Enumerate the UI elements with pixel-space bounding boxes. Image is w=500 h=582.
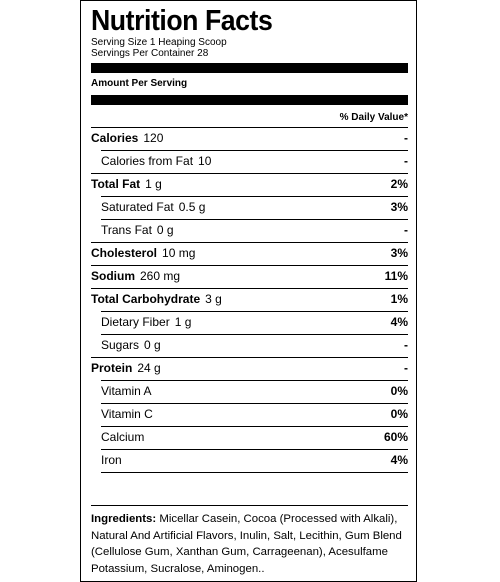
row-divider-bottom — [101, 472, 408, 473]
thick-divider-mid — [91, 95, 408, 105]
nutrient-daily-value: - — [404, 131, 408, 145]
nutrient-amount: 1 g — [145, 177, 162, 191]
nutrient-name: Calories — [91, 131, 139, 145]
nutrient-name: Iron — [101, 453, 122, 467]
nutrient-daily-value: 4% — [390, 453, 408, 467]
nutrient-row-trans-fat — [101, 219, 408, 242]
nutrient-amount: 260 mg — [140, 269, 181, 283]
nutrient-row-saturated-fat — [101, 196, 408, 219]
nutrient-daily-value: - — [404, 361, 408, 375]
nutrient-row-calories — [91, 127, 408, 150]
nutrient-name: Saturated Fat — [101, 200, 174, 214]
nutrient-amount: 1 g — [174, 315, 192, 329]
nutrient-row-iron — [101, 449, 408, 472]
nutrient-name: Cholesterol — [91, 246, 158, 260]
nutrient-amount: 24 g — [137, 361, 161, 375]
nutrient-name: Sodium — [91, 269, 135, 283]
nutrient-row-sugars — [101, 334, 408, 357]
nutrient-amount: 3 g — [205, 292, 222, 306]
nutrient-name: Sugars — [101, 338, 140, 352]
nutrient-name: Vitamin C — [101, 407, 153, 421]
nutrient-name: Calcium — [101, 430, 145, 444]
ingredients — [91, 505, 408, 577]
nutrient-row-vitamin-c — [101, 403, 408, 426]
nutrient-daily-value: - — [404, 223, 408, 237]
label-title: Nutrition Facts — [91, 5, 273, 37]
nutrient-amount: 0 g — [156, 223, 174, 237]
nutrient-name: Protein — [91, 361, 133, 375]
servings-per-container: Servings Per Container 28 — [91, 48, 209, 59]
nutrient-daily-value: 2% — [390, 177, 408, 191]
serving-size: Serving Size 1 Heaping Scoop — [91, 37, 227, 48]
nutrient-daily-value: 0% — [390, 407, 408, 421]
nutrient-daily-value: - — [404, 154, 408, 168]
nutrition-label-content — [91, 1, 408, 581]
nutrient-row-total-carbohydrate — [91, 288, 408, 311]
nutrient-daily-value: - — [404, 338, 408, 352]
nutrient-row-protein — [91, 357, 408, 380]
nutrient-row-sodium — [91, 265, 408, 288]
nutrient-row-calcium — [101, 426, 408, 449]
daily-value-header: % Daily Value* — [339, 112, 408, 123]
nutrient-name: Trans Fat — [101, 223, 152, 237]
nutrition-label — [80, 0, 417, 582]
nutrient-amount: 10 mg — [162, 246, 196, 260]
nutrient-name: Dietary Fiber — [101, 315, 170, 329]
nutrient-row-cholesterol — [91, 242, 408, 265]
nutrient-daily-value: 11% — [384, 269, 408, 283]
nutrient-name: Calories from Fat — [101, 154, 194, 168]
nutrient-daily-value: 1% — [390, 292, 408, 306]
nutrient-row-vitamin-a — [101, 380, 408, 403]
nutrient-daily-value: 4% — [390, 315, 408, 329]
nutrient-row-dietary-fiber — [101, 311, 408, 334]
nutrient-amount: 10 — [198, 154, 212, 168]
nutrient-daily-value: 3% — [390, 200, 408, 214]
nutrient-row-calories-from-fat — [101, 150, 408, 173]
nutrient-amount: 120 — [143, 131, 164, 145]
nutrient-daily-value: 60% — [383, 430, 408, 444]
nutrient-row-total-fat — [91, 173, 408, 196]
ingredients-text: Micellar Casein, Cocoa (Processed with Alkali), Natural And Artificial Flavors, Inulin, Salt, Lecithin, Gum Blend (Cellulose Gum, Xanthan Gum, Carrageenan), Acesulfame Potassium, Sucralose, Aminogen.. — [91, 513, 402, 575]
nutrient-name: Vitamin A — [101, 384, 152, 398]
nutrient-name: Total Carbohydrate — [91, 292, 201, 306]
nutrient-amount: 0.5 g — [178, 200, 206, 214]
nutrient-amount: 0 g — [144, 338, 161, 352]
ingredients-label: Ingredients: — [91, 513, 157, 525]
nutrient-daily-value: 0% — [390, 384, 408, 398]
amount-per-serving: Amount Per Serving — [91, 78, 188, 89]
nutrient-daily-value: 3% — [390, 246, 408, 260]
nutrient-name: Total Fat — [91, 177, 141, 191]
thick-divider-top — [91, 63, 408, 73]
